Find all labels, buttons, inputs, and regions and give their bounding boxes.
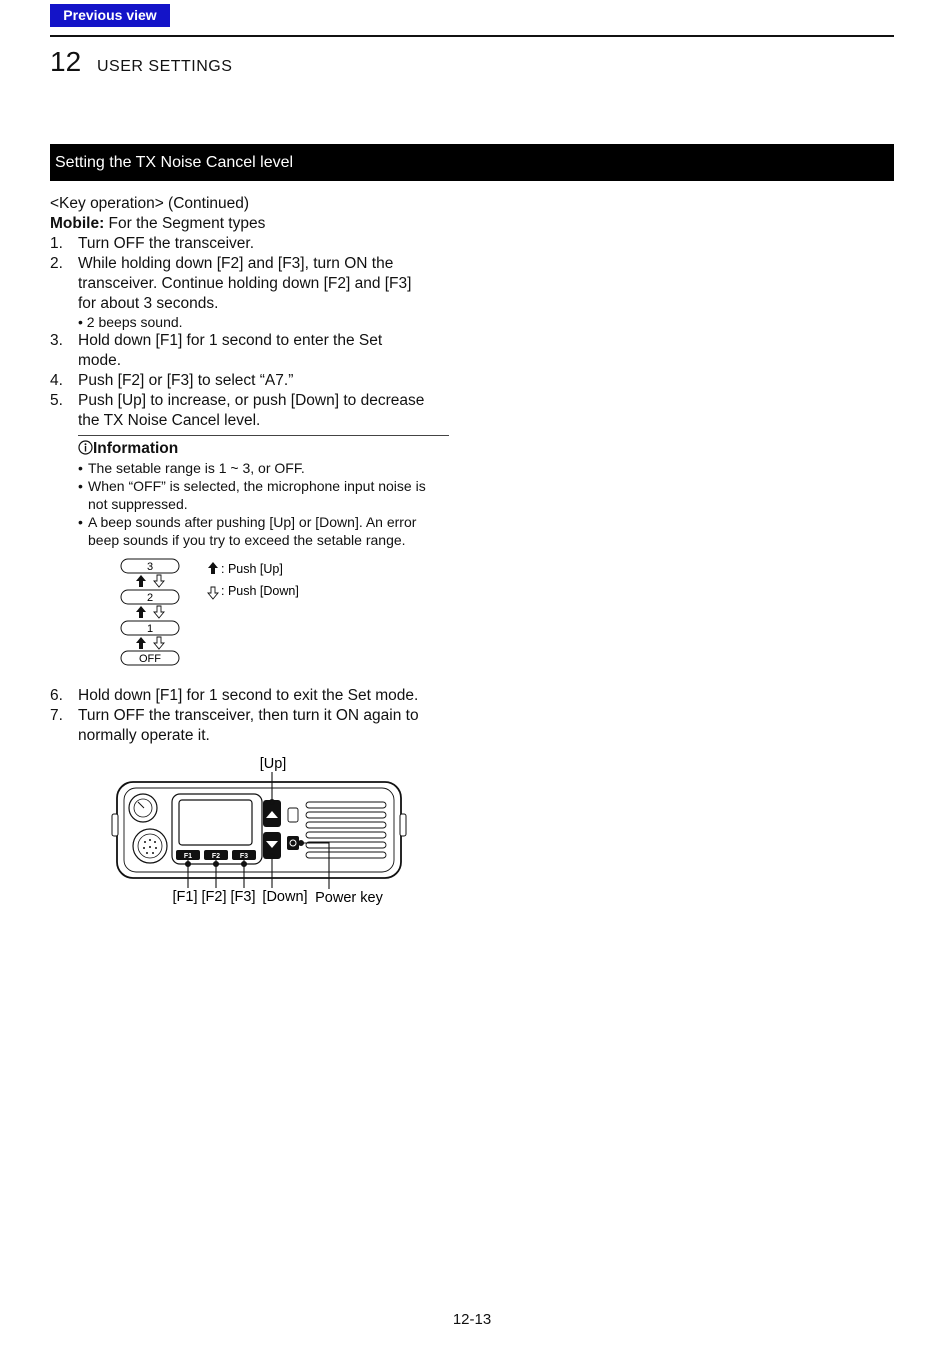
step-number: 4.	[50, 372, 63, 389]
f3-key-label: F3	[239, 853, 249, 860]
mobile-line	[50, 214, 265, 234]
info-bullet-text: When “OFF” is selected, the microphone input noise is	[88, 478, 426, 494]
bullet-dot: •	[78, 478, 83, 494]
step-text: While holding down [F2] and [F3], turn ON the	[78, 255, 394, 272]
section-title: Setting the TX Noise Cancel level	[50, 144, 894, 181]
step-text: for about 3 seconds.	[78, 295, 219, 312]
previous-view-button[interactable]: Previous view	[50, 4, 170, 27]
up-arrow-icon	[136, 575, 146, 587]
step-text: Hold down [F1] for 1 second to enter the Set	[78, 332, 383, 349]
f2-key-callout: [F2]	[201, 889, 227, 905]
display-screen	[179, 800, 252, 845]
level-box	[121, 651, 179, 665]
f1-key	[176, 850, 200, 860]
step-text: mode.	[78, 352, 122, 369]
step-text: Hold down [F1] for 1 second to exit the Set mode.	[78, 687, 419, 704]
down-arrow-icon	[154, 606, 164, 618]
down-arrow-icon	[154, 637, 164, 649]
step-text: the TX Noise Cancel level.	[78, 412, 261, 429]
mobile-label: Mobile:	[50, 215, 105, 232]
step-number: 1.	[50, 235, 63, 252]
step-number: 2.	[50, 255, 63, 272]
power-key	[287, 836, 299, 850]
step-text: Turn OFF the transceiver.	[78, 235, 255, 252]
up-arrow-icon	[208, 562, 218, 574]
level-diagram	[110, 555, 340, 670]
step-text: Push [F2] or [F3] to select “A7.”	[78, 372, 294, 389]
information-title: Information	[93, 440, 179, 457]
down-arrow-icon	[208, 587, 218, 599]
step-note: • 2 beeps sound.	[78, 314, 183, 330]
step-number: 5.	[50, 392, 63, 409]
bullet-dot: •	[78, 460, 83, 476]
info-bullet-text: not suppressed.	[88, 496, 188, 512]
f3-key	[232, 850, 256, 860]
volume-knob	[129, 794, 157, 822]
key-operation-label: <Key operation> (Continued)	[50, 195, 250, 212]
info-bullet-text: beep sounds if you try to exceed the setable range.	[88, 532, 406, 548]
chapter-title: USER SETTINGS	[97, 58, 233, 75]
level-label: OFF	[139, 653, 161, 665]
legend-up: : Push [Up]	[221, 562, 283, 576]
f3-key-callout: [F3]	[230, 889, 256, 905]
f2-key	[204, 850, 228, 860]
step-text: transceiver. Continue holding down [F2] and [F3]	[78, 275, 412, 292]
level-label: 2	[146, 592, 154, 604]
information-divider	[78, 435, 449, 436]
up-arrow-icon	[136, 606, 146, 618]
side-key	[288, 808, 298, 822]
up-key-label: [Up]	[259, 756, 287, 772]
level-label: 1	[146, 623, 154, 635]
information-heading	[78, 439, 178, 459]
step-text: normally operate it.	[78, 727, 210, 744]
mic-connector	[133, 829, 167, 863]
info-bullet-text: A beep sounds after pushing [Up] or [Down]. An error	[88, 514, 417, 530]
level-box	[121, 621, 179, 635]
power-key-callout: Power key	[315, 890, 383, 906]
bullet-dot: •	[78, 514, 83, 530]
step-text: Turn OFF the transceiver, then turn it ON again to	[78, 707, 419, 724]
info-bullet-text: The setable range is 1 ~ 3, or OFF.	[88, 460, 305, 476]
mobile-text: For the Segment types	[104, 215, 266, 232]
step-text: Push [Up] to increase, or push [Down] to decrease	[78, 392, 425, 409]
level-label: 3	[146, 561, 154, 573]
information-icon	[78, 440, 93, 455]
radio-front-panel-diagram	[100, 752, 420, 912]
page-number: 12-13	[452, 1311, 492, 1328]
down-arrow-icon	[154, 575, 164, 587]
up-arrow-icon	[136, 637, 146, 649]
down-key-callout: [Down]	[262, 889, 308, 905]
legend-down: : Push [Down]	[221, 584, 299, 598]
f1-key-callout: [F1]	[172, 889, 198, 905]
f1-key-label: F1	[183, 853, 193, 860]
step-number: 3.	[50, 332, 63, 349]
header-divider	[50, 35, 894, 37]
level-box	[121, 590, 179, 604]
step-number: 6.	[50, 687, 63, 704]
chapter-number: 12	[50, 46, 82, 77]
level-box	[121, 559, 179, 573]
step-number: 7.	[50, 707, 63, 724]
f2-key-label: F2	[211, 853, 221, 860]
